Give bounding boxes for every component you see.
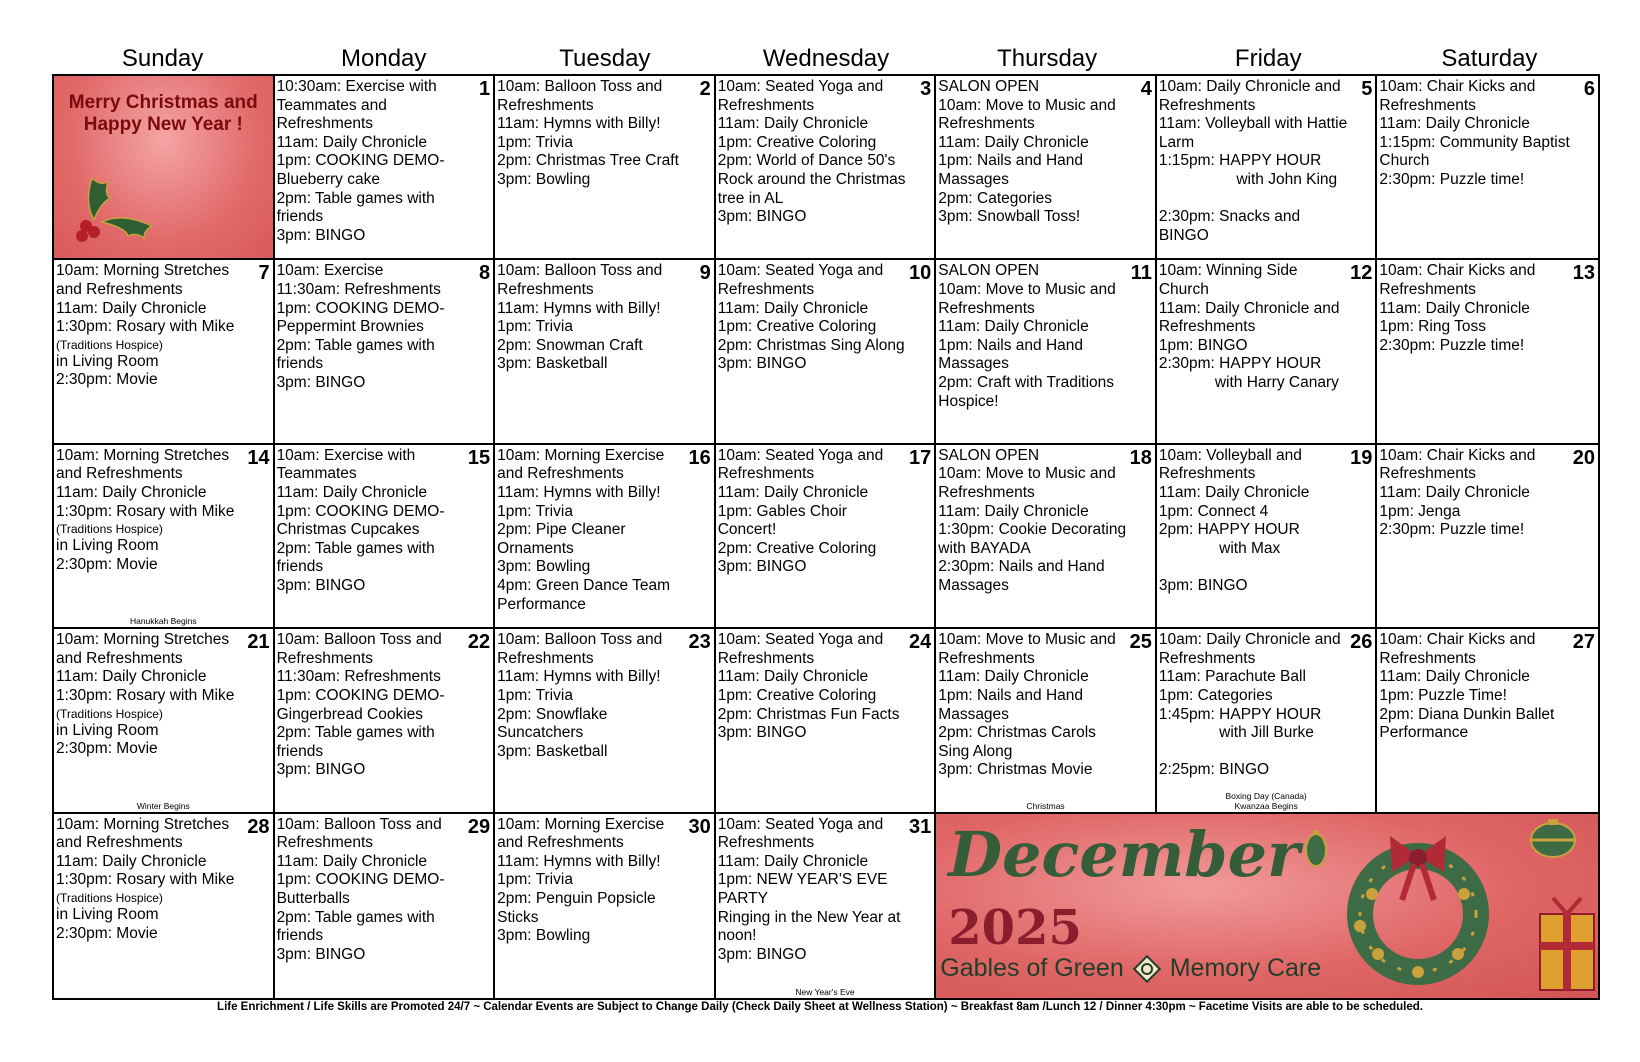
- event-item: 2:30pm: Puzzle time!: [1379, 336, 1525, 354]
- event-item: 3pm: Basketball: [497, 742, 608, 760]
- day-number: 2: [699, 78, 711, 100]
- event-item: 1pm: Nails and Hand Massages: [938, 686, 1088, 723]
- day-number: 16: [688, 446, 711, 469]
- wreath-icon: [1268, 814, 1598, 996]
- facility-name-right: Memory Care: [1169, 954, 1322, 983]
- event-item: 10am: Morning Exercise and Refreshments: [497, 815, 669, 852]
- day-number: 26: [1350, 631, 1373, 654]
- weekday-saturday: Saturday: [1441, 45, 1538, 72]
- event-item: in Living Room: [56, 721, 159, 739]
- day-number: 15: [467, 446, 491, 469]
- event-item: 11am: Daily Chronicle: [56, 668, 207, 686]
- event-item: 11am: Daily Chronicle: [1379, 483, 1530, 501]
- day-cell-22: [275, 629, 496, 813]
- event-item: 2:25pm: BINGO: [1158, 761, 1270, 779]
- event-item: 11am: Daily Chronicle: [717, 668, 869, 686]
- event-item: (Traditions Hospice): [56, 337, 163, 352]
- greeting-cell: [54, 76, 275, 260]
- event-item: 11:30am: Refreshments: [276, 668, 441, 686]
- day-cell-5: [1157, 76, 1378, 260]
- event-item: 10am: Morning Stretches and Refreshments: [56, 446, 234, 483]
- event-item: 11am: Daily Chronicle: [717, 115, 869, 133]
- event-item: 1pm: Puzzle Time!: [1379, 686, 1507, 704]
- event-list: [277, 816, 468, 965]
- event-item: 2:30pm: Puzzle time!: [1379, 521, 1525, 539]
- event-item: 1pm: Trivia: [497, 502, 573, 520]
- event-list: [497, 816, 688, 946]
- event-item: 10am: Balloon Toss and Refreshments: [276, 631, 447, 667]
- event-list: [718, 262, 909, 374]
- day-number: 28: [247, 815, 270, 838]
- event-list: [56, 816, 247, 944]
- month-banner: [936, 814, 1598, 998]
- event-item: 10am: Chair Kicks and Refreshments: [1379, 262, 1540, 298]
- day-number: 4: [1140, 78, 1152, 100]
- event-item: with John King: [1158, 170, 1338, 188]
- event-item: 3pm: Basketball: [497, 355, 608, 373]
- event-item: 2pm: Christmas Tree Craft: [497, 152, 679, 170]
- weekday-thursday: Thursday: [997, 45, 1098, 72]
- event-item: SALON OPEN: [938, 262, 1040, 280]
- event-list: [1159, 78, 1350, 245]
- event-item: 2pm: Snowflake Suncatchers: [497, 705, 612, 742]
- facility-name-left: Gables of Green: [940, 954, 1124, 983]
- event-item: 10am: Volleyball and Refreshments: [1158, 446, 1307, 483]
- event-item: 11am: Volleyball with Hattie Larm: [1158, 115, 1352, 151]
- day-cell-10: [716, 260, 937, 444]
- day-cell-24: [716, 629, 937, 813]
- event-item: 10am: Seated Yoga and Refreshments: [717, 78, 888, 114]
- event-item: in Living Room: [56, 352, 159, 370]
- event-item: 2:30pm: Movie: [56, 924, 158, 942]
- event-item: 10am: Winning Side Church: [1158, 262, 1302, 298]
- event-item: 1pm: COOKING DEMO- Gingerbread Cookies: [276, 686, 449, 723]
- event-item: (Traditions Hospice): [56, 706, 163, 721]
- event-list: [277, 78, 468, 245]
- event-list: [497, 447, 688, 614]
- event-list: [718, 631, 909, 743]
- event-item: 3pm: BINGO: [717, 558, 807, 576]
- event-item: 10am: Move to Music and Refreshments: [938, 465, 1121, 501]
- event-item: 1pm: Nails and Hand Massages: [938, 152, 1088, 188]
- weekday-tuesday: Tuesday: [559, 45, 651, 72]
- event-item: 10am: Chair Kicks and Refreshments: [1379, 446, 1540, 483]
- event-item: 1pm: COOKING DEMO- Peppermint Brownies: [276, 299, 449, 336]
- event-item: 2pm: Snowman Craft: [497, 336, 643, 354]
- event-item: 1:30pm: Rosary with Mike: [56, 871, 235, 889]
- event-item: 2:30pm: Puzzle time!: [1379, 170, 1525, 188]
- event-item: (Traditions Hospice): [56, 890, 163, 905]
- event-item: 11am: Hymns with Billy!: [497, 115, 661, 133]
- event-item: 11am: Hymns with Billy!: [497, 299, 661, 317]
- event-item: 3pm: BINGO: [1158, 576, 1248, 594]
- weekday-wednesday: Wednesday: [762, 45, 890, 72]
- event-item: 2:30pm: Nails and Hand Massages: [938, 558, 1109, 594]
- event-list: [1159, 262, 1350, 392]
- event-item: 3pm: BINGO: [717, 208, 807, 226]
- event-item: 11am: Daily Chronicle: [1379, 299, 1530, 317]
- day-number: 5: [1361, 78, 1373, 100]
- event-item: 3pm: BINGO: [717, 945, 807, 963]
- day-number: 27: [1572, 631, 1595, 654]
- event-item: 2:30pm: Movie: [56, 555, 158, 573]
- event-item: 11am: Daily Chronicle: [276, 133, 428, 151]
- banner-year: 2025: [948, 899, 1082, 956]
- event-item: 3pm: BINGO: [276, 761, 366, 779]
- event-item: 1pm: Ring Toss: [1379, 318, 1486, 336]
- event-list: [1379, 78, 1575, 190]
- holiday-label: Boxing Day (Canada) Kwanzaa Begins: [1225, 790, 1307, 811]
- day-number: 22: [467, 631, 491, 654]
- event-list: [1159, 631, 1350, 780]
- event-list: [938, 447, 1129, 596]
- event-item: 10am: Chair Kicks and Refreshments: [1379, 78, 1540, 114]
- event-list: [56, 447, 247, 575]
- day-number: 31: [909, 815, 932, 838]
- event-item: 2:30pm: HAPPY HOUR: [1158, 355, 1322, 373]
- event-item: 3pm: Bowling: [497, 170, 591, 188]
- event-item: 1pm: COOKING DEMO- Christmas Cupcakes: [276, 502, 449, 539]
- calendar-grid: [52, 74, 1600, 1000]
- day-cell-7: [54, 260, 275, 444]
- event-item: 10am: Seated Yoga and Refreshments: [717, 631, 888, 667]
- day-number: 9: [699, 262, 711, 285]
- event-item: 1:15pm: HAPPY HOUR: [1158, 152, 1322, 170]
- greeting-text: Merry Christmas and Happy New Year !: [68, 92, 258, 135]
- day-cell-20: [1377, 445, 1598, 629]
- event-item: 11am: Daily Chronicle: [938, 133, 1089, 151]
- event-item: 3pm: Snowball Toss!: [938, 208, 1081, 226]
- event-item: 3pm: BINGO: [276, 226, 366, 244]
- day-cell-1: [275, 76, 496, 260]
- event-item: [1159, 743, 1350, 762]
- day-cell-16: [495, 445, 716, 629]
- event-item: 11am: Daily Chronicle: [1158, 483, 1310, 501]
- event-item: 2pm: Table games with friends: [276, 336, 440, 373]
- day-number: 19: [1350, 446, 1373, 469]
- day-cell-8: [275, 260, 496, 444]
- day-cell-21: [54, 629, 275, 813]
- event-item: 1pm: Trivia: [497, 686, 573, 704]
- day-cell-9: [495, 260, 716, 444]
- day-cell-25: [936, 629, 1157, 813]
- event-item: 11am: Hymns with Billy!: [497, 483, 661, 501]
- event-item: 11:30am: Refreshments: [276, 280, 441, 298]
- event-item: 1pm: BINGO: [1158, 336, 1248, 354]
- weekday-sunday: Sunday: [121, 45, 204, 72]
- holiday-label: New Year's Eve: [795, 986, 855, 997]
- day-cell-23: [495, 629, 716, 813]
- event-item: 10am: Exercise: [276, 262, 384, 280]
- event-item: 11am: Daily Chronicle: [938, 318, 1089, 336]
- event-item: 11am: Daily Chronicle: [1379, 115, 1530, 133]
- day-cell-3: [716, 76, 937, 260]
- event-item: 2pm: World of Dance 50's Rock around the Christmas tree in AL: [717, 152, 910, 207]
- event-item: (Traditions Hospice): [56, 522, 163, 537]
- event-item: 2pm: Christmas Sing Along: [717, 336, 905, 354]
- day-number: 7: [258, 262, 270, 285]
- event-item: 10am: Balloon Toss and Refreshments: [497, 78, 667, 114]
- event-item: 10am: Balloon Toss and Refreshments: [497, 262, 667, 298]
- event-item: in Living Room: [56, 537, 159, 555]
- event-item: SALON OPEN: [938, 446, 1040, 464]
- event-item: 11am: Daily Chronicle: [717, 483, 869, 501]
- event-item: 3pm: Christmas Movie: [938, 761, 1093, 779]
- day-cell-26: [1157, 629, 1378, 813]
- event-item: 1pm: Nails and Hand Massages: [938, 336, 1088, 373]
- footer-note: Life Enrichment / Life Skills are Promoted 24/7 ~ Calendar Events are Subject to Change Daily (Check Daily Sheet at Wellness Station) ~ Breakfast 8am /Lunch 12 / Dinner 4:30pm ~ Facetime Visits are able to be scheduled.: [217, 1001, 1423, 1013]
- event-item: 1pm: COOKING DEMO- Butterballs: [276, 871, 449, 907]
- event-item: 3pm: BINGO: [276, 945, 366, 963]
- event-item: 11am: Parachute Ball: [1158, 668, 1306, 686]
- event-item: 2pm: Craft with Traditions Hospice!: [938, 373, 1119, 410]
- day-cell-30: [495, 814, 716, 998]
- event-item: 10am: Daily Chronicle and Refreshments: [1158, 631, 1345, 667]
- event-item: 2pm: Creative Coloring: [717, 539, 877, 557]
- event-item: 2pm: Table games with friends: [276, 908, 440, 945]
- day-number: 29: [467, 815, 491, 838]
- event-item: 10am: Daily Chronicle and Refreshments: [1158, 78, 1345, 114]
- day-number: 3: [920, 78, 932, 100]
- event-item: 11am: Hymns with Billy!: [497, 852, 661, 870]
- event-item: with Jill Burke: [1158, 724, 1314, 742]
- event-list: [938, 631, 1129, 780]
- day-number: 10: [909, 262, 932, 285]
- day-cell-31: [716, 814, 937, 998]
- day-cell-15: [275, 445, 496, 629]
- event-item: 3pm: BINGO: [276, 373, 366, 391]
- event-list: [277, 631, 468, 780]
- event-item: 4pm: Green Dance Team Performance: [497, 576, 675, 613]
- event-list: [1379, 447, 1572, 540]
- event-item: 10am: Move to Music and Refreshments: [938, 631, 1121, 667]
- event-item: 1pm: Jenga: [1379, 502, 1461, 520]
- day-number: 23: [688, 631, 711, 654]
- day-number: 12: [1350, 262, 1373, 285]
- event-list: [718, 447, 909, 577]
- event-list: [56, 262, 247, 390]
- event-item: 1pm: Gables Choir Concert!: [717, 502, 852, 539]
- event-item: 3pm: Bowling: [497, 927, 591, 945]
- event-item: 11am: Daily Chronicle: [56, 483, 207, 501]
- holiday-label: Christmas: [1026, 800, 1065, 811]
- event-item: 1:30pm: Rosary with Mike: [56, 318, 235, 336]
- ornament-icon: [1531, 819, 1575, 857]
- event-list: [938, 78, 1129, 227]
- event-item: SALON OPEN: [938, 78, 1040, 95]
- event-item: 1:45pm: HAPPY HOUR: [1158, 705, 1322, 723]
- event-item: 2pm: Penguin Popsicle Sticks: [497, 889, 660, 926]
- event-item: 11am: Daily Chronicle: [938, 502, 1089, 520]
- event-item: with Max: [1158, 539, 1281, 557]
- day-cell-11: [936, 260, 1157, 444]
- logo-icon: [1132, 954, 1162, 984]
- day-number: 18: [1129, 446, 1152, 469]
- day-cell-2: [495, 76, 716, 260]
- event-list: [718, 816, 909, 965]
- day-number: 24: [909, 631, 932, 654]
- holly-icon: [64, 152, 164, 252]
- event-item: 2pm: Diana Dunkin Ballet Performance: [1379, 705, 1559, 742]
- event-item: 11am: Daily Chronicle: [717, 852, 869, 870]
- event-item: 2pm: Table games with friends: [276, 539, 440, 576]
- day-number: 30: [688, 815, 711, 838]
- event-list: [56, 631, 247, 759]
- day-number: 17: [909, 446, 932, 469]
- event-item: 10am: Balloon Toss and Refreshments: [497, 631, 667, 667]
- event-item: 10am: Seated Yoga and Refreshments: [717, 262, 888, 298]
- event-item: 1:30pm: Rosary with Mike: [56, 686, 235, 704]
- gift-icon: [1540, 898, 1594, 990]
- day-cell-4: [936, 76, 1157, 260]
- event-item: 2pm: HAPPY HOUR: [1158, 521, 1300, 539]
- event-item: 1:30pm: Rosary with Mike: [56, 502, 235, 520]
- weekday-header: [52, 44, 1600, 74]
- event-item: 10am: Move to Music and Refreshments: [938, 96, 1121, 133]
- event-item: 11am: Daily Chronicle: [56, 852, 207, 870]
- event-list: [938, 262, 1129, 411]
- event-item: 1:15pm: Community Baptist Church: [1379, 133, 1575, 170]
- event-item: 10:30am: Exercise with Teammates and Refreshments: [276, 78, 441, 133]
- event-item: with Harry Canary: [1158, 373, 1339, 391]
- event-item: 1pm: COOKING DEMO- Blueberry cake: [276, 152, 449, 188]
- event-list: [497, 262, 688, 374]
- event-item: 10am: Move to Music and Refreshments: [938, 280, 1121, 317]
- event-item: 2pm: Christmas Fun Facts: [717, 705, 900, 723]
- event-list: [1379, 631, 1572, 743]
- event-item: 1pm: NEW YEAR'S EVE PARTY: [717, 871, 892, 907]
- day-cell-27: [1377, 629, 1598, 813]
- event-item: 10am: Seated Yoga and Refreshments: [717, 815, 888, 852]
- event-item: 10am: Morning Exercise and Refreshments: [497, 446, 669, 483]
- facility-name: [940, 954, 1321, 984]
- day-cell-6: [1377, 76, 1598, 260]
- event-list: [718, 78, 909, 227]
- event-item: [1159, 558, 1350, 577]
- event-item: 2pm: Table games with friends: [276, 724, 440, 760]
- ornament-icon: [1306, 830, 1326, 866]
- day-cell-29: [275, 814, 496, 998]
- event-item: 11am: Daily Chronicle: [938, 668, 1089, 686]
- day-number: 21: [247, 631, 270, 654]
- event-item: 1pm: Connect 4: [1158, 502, 1269, 520]
- event-item: 1pm: Trivia: [497, 133, 573, 151]
- day-number: 11: [1130, 262, 1152, 285]
- day-cell-17: [716, 445, 937, 629]
- event-item: 1pm: Creative Coloring: [717, 318, 877, 336]
- event-item: 11am: Daily Chronicle: [1379, 668, 1530, 686]
- event-item: 3pm: BINGO: [717, 355, 807, 373]
- event-list: [497, 78, 688, 190]
- event-item: 1pm: Trivia: [497, 871, 573, 889]
- event-item: 1pm: Creative Coloring: [717, 133, 877, 151]
- event-item: 2:30pm: Movie: [56, 371, 158, 389]
- day-number: 6: [1583, 78, 1595, 100]
- event-list: [1159, 447, 1350, 596]
- holiday-label: Hanukkah Begins: [129, 616, 197, 627]
- event-item: 1:30pm: Cookie Decorating with BAYADA: [938, 521, 1131, 557]
- event-item: in Living Room: [56, 905, 159, 923]
- day-number: 8: [479, 262, 491, 285]
- event-item: 11am: Daily Chronicle and Refreshments: [1158, 299, 1344, 336]
- day-cell-18: [936, 445, 1157, 629]
- event-item: 10am: Morning Stretches and Refreshments: [56, 815, 234, 852]
- weekday-monday: Monday: [341, 45, 427, 72]
- event-item: 10am: Chair Kicks and Refreshments: [1379, 631, 1540, 667]
- event-item: 2pm: Pipe Cleaner Ornaments: [497, 521, 630, 557]
- event-item: 3pm: BINGO: [717, 724, 807, 742]
- event-item: 1pm: Creative Coloring: [717, 686, 877, 704]
- event-item: 2pm: Christmas Carols Sing Along: [938, 724, 1101, 760]
- event-item: 3pm: Bowling: [497, 558, 591, 576]
- day-cell-28: [54, 814, 275, 998]
- event-item: 10am: Morning Stretches and Refreshments: [56, 262, 234, 298]
- event-item: 2:30pm: Movie: [56, 740, 158, 758]
- event-item: 11am: Daily Chronicle: [717, 299, 869, 317]
- holiday-label: Winter Begins: [136, 800, 190, 811]
- day-number: 25: [1129, 631, 1152, 654]
- event-item: 11am: Daily Chronicle: [276, 852, 428, 870]
- day-number: 1: [479, 78, 491, 100]
- day-number: 14: [247, 446, 270, 469]
- day-number: 13: [1572, 262, 1595, 285]
- event-list: [277, 262, 468, 392]
- event-item: 11am: Daily Chronicle: [276, 483, 428, 501]
- event-item: 11am: Daily Chronicle: [56, 299, 207, 317]
- event-item: 2pm: Table games with friends: [276, 189, 440, 226]
- event-item: 10am: Exercise with Teammates: [276, 446, 420, 483]
- event-item: 1pm: Categories: [1158, 686, 1273, 704]
- event-item: Ringing in the New Year at noon!: [717, 908, 905, 945]
- event-item: 10am: Balloon Toss and Refreshments: [276, 815, 447, 852]
- event-item: 3pm: BINGO: [276, 576, 366, 594]
- event-item: 10am: Seated Yoga and Refreshments: [717, 446, 888, 483]
- event-item: 1pm: Trivia: [497, 318, 573, 336]
- event-list: [1379, 262, 1572, 355]
- event-item: 2:30pm: Snacks and BINGO: [1158, 208, 1305, 244]
- event-item: 11am: Hymns with Billy!: [497, 668, 661, 686]
- day-cell-14: [54, 445, 275, 629]
- event-list: [497, 631, 688, 761]
- day-cell-12: [1157, 260, 1378, 444]
- day-cell-13: [1377, 260, 1598, 444]
- day-number: 20: [1572, 446, 1595, 469]
- event-item: 2pm: Categories: [938, 189, 1053, 207]
- day-cell-19: [1157, 445, 1378, 629]
- weekday-friday: Friday: [1234, 45, 1302, 72]
- event-item: [1159, 190, 1350, 209]
- event-list: [277, 447, 468, 596]
- banner-month: December: [948, 817, 1300, 891]
- event-item: 10am: Morning Stretches and Refreshments: [56, 631, 234, 667]
